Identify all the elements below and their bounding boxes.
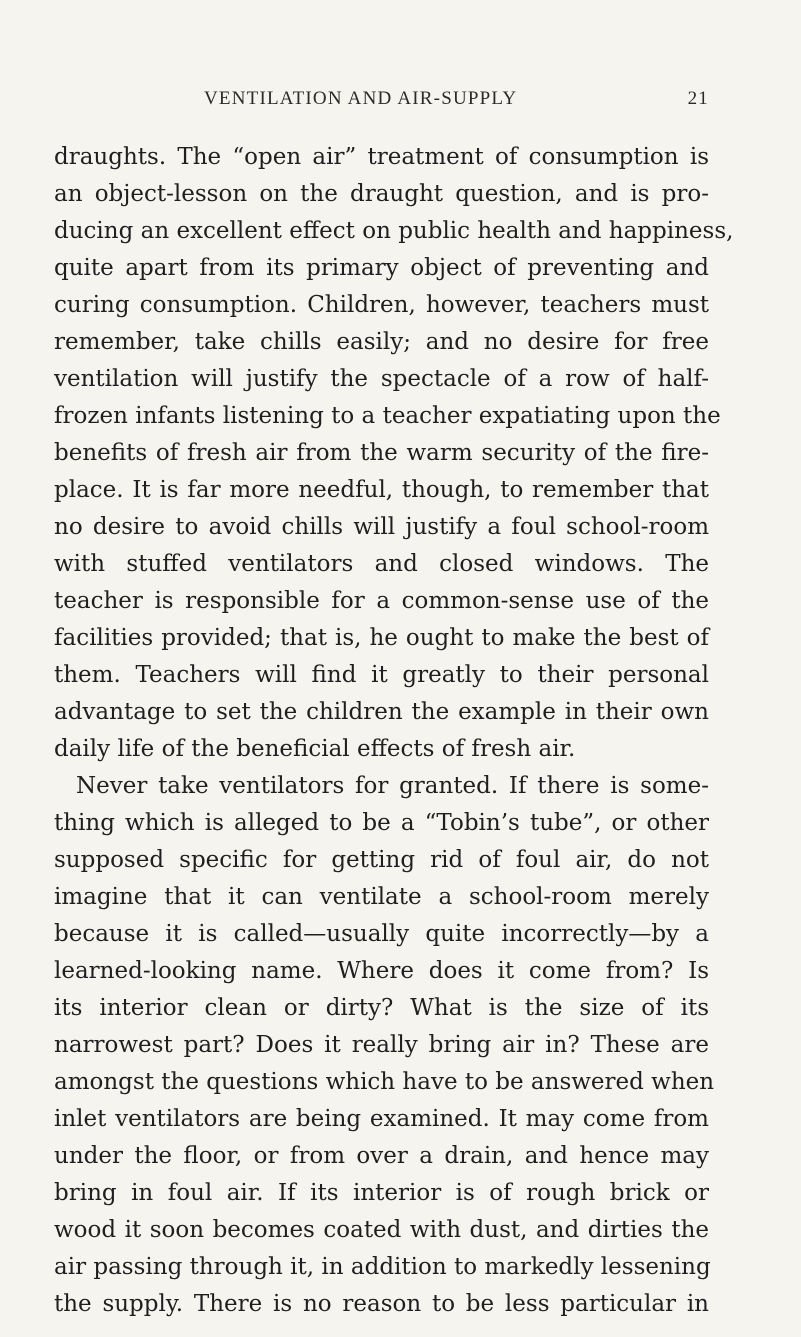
running-title: VENTILATION AND AIR-SUPPLY bbox=[204, 88, 518, 109]
text-line: narrowest part? Does it really bring air in? These are bbox=[54, 1032, 709, 1058]
text-line: its interior clean or dirty? What is the size of its bbox=[54, 995, 709, 1021]
text-line: imagine that it can ventilate a school-room merely bbox=[54, 884, 709, 910]
text-line: no desire to avoid chills will justify a foul school-room bbox=[54, 514, 709, 540]
text-line: benefits of fresh air from the warm security of the fire- bbox=[54, 440, 709, 466]
text-line: quite apart from its primary object of preventing and bbox=[54, 255, 709, 281]
text-line: remember, take chills easily; and no desire for free bbox=[54, 329, 709, 355]
text-line: an object-lesson on the draught question, and is pro- bbox=[54, 181, 709, 207]
text-line: bring in foul air. If its interior is of rough brick or bbox=[54, 1180, 709, 1206]
text-line: facilities provided; that is, he ought to make the best of bbox=[54, 625, 709, 651]
paragraph-end-line: daily life of the beneficial effects of fresh air. bbox=[54, 736, 576, 762]
text-line: with stuffed ventilators and closed windows. The bbox=[54, 551, 709, 577]
paragraph-start-line: Never take ventilators for granted. If there is some- bbox=[76, 773, 709, 799]
text-line: under the floor, or from over a drain, and hence may bbox=[54, 1143, 709, 1169]
text-line: them. Teachers will find it greatly to their personal bbox=[54, 662, 709, 688]
text-line: inlet ventilators are being examined. It may come from bbox=[54, 1106, 709, 1132]
body-text bbox=[54, 139, 734, 1323]
page-number: 21 bbox=[687, 88, 709, 109]
text-line: amongst the questions which have to be answered when bbox=[54, 1069, 715, 1095]
running-header bbox=[204, 88, 709, 112]
text-line: curing consumption. Children, however, teachers must bbox=[54, 292, 709, 318]
text-line: frozen infants listening to a teacher expatiating upon the bbox=[54, 403, 721, 429]
text-line: the supply. There is no reason to be less particular in bbox=[54, 1291, 709, 1317]
text-line: place. It is far more needful, though, to remember that bbox=[54, 477, 709, 503]
text-line: wood it soon becomes coated with dust, and dirties the bbox=[54, 1217, 709, 1243]
text-line: ducing an excellent effect on public health and happiness, bbox=[54, 218, 734, 244]
text-line: ventilation will justify the spectacle of a row of half- bbox=[54, 366, 709, 392]
text-line: supposed specific for getting rid of foul air, do not bbox=[54, 847, 709, 873]
text-line: learned-looking name. Where does it come from? Is bbox=[54, 958, 709, 984]
text-line: thing which is alleged to be a “Tobin’s tube”, or other bbox=[54, 810, 709, 836]
text-line: because it is called—usually quite incorrectly—by a bbox=[54, 921, 709, 947]
text-line: teacher is responsible for a common-sense use of the bbox=[54, 588, 709, 614]
text-line: air passing through it, in addition to markedly lessening bbox=[54, 1254, 711, 1280]
text-line: advantage to set the children the example in their own bbox=[54, 699, 709, 725]
text-line: draughts. The “open air” treatment of consumption is bbox=[54, 144, 709, 170]
